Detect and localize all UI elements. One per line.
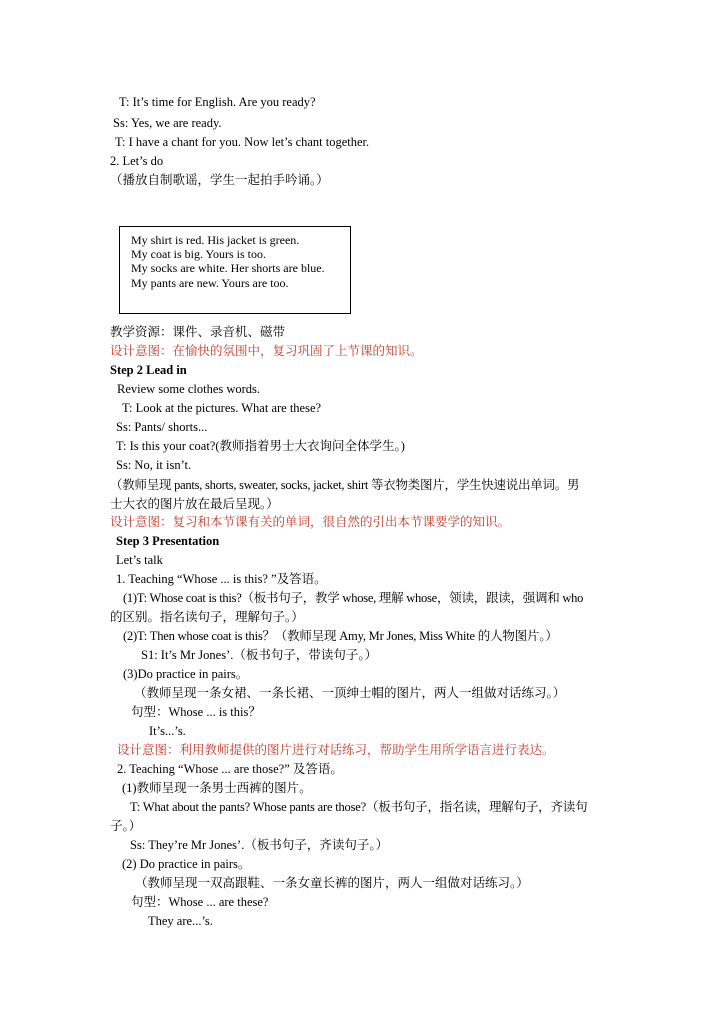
step-heading: Step 2 Lead in [110,363,187,377]
sentence-pattern: They are...’s. [148,914,213,928]
sentence-pattern: 句型：Whose ... are these? [131,895,269,909]
dialogue-line: T: It’s time for English. Are you ready? [119,95,316,109]
body-line: 2. Teaching “Whose ... are those?” 及答语。 [117,762,343,776]
dialogue-line: Ss: Pants/ shorts... [116,420,208,434]
dialogue-line: T: I have a chant for you. Now let’s chant together. [115,135,370,149]
teaching-resources: 教学资源：课件、录音机、磁带 [110,325,286,339]
instruction-note: （播放自制歌谣，学生一起拍手吟诵。） [110,173,329,187]
chant-line: My coat is big. Yours is too. [131,247,267,262]
body-line: T: What about the pants? Whose pants are those?（板书句子，指名读，理解句子，齐读句 [130,800,588,814]
instruction-note: （教师呈现一双高跟鞋、一条女童长裤的图片，两人一组做对话练习。） [135,876,529,890]
body-line: (1)T: Whose coat is this?（板书句子，教学 whose, 理解 whose，领读，跟读，强调和 who [123,591,584,605]
dialogue-line: T: Is this your coat?(教师指着男士大衣询问全体学生。) [116,439,405,453]
instruction-note: （教师呈现 pants, shorts, sweater, socks, jacket, shirt 等衣物类图片，学生快速说出单词。男 [110,478,580,492]
dialogue-line: Ss: Yes, we are ready. [113,116,222,130]
section-heading: 2. Let’s do [110,154,164,168]
dialogue-line: S1: It’s Mr Jones’.（板书句子，带读句子。） [141,648,378,662]
instruction-note: （教师呈现一条女裙、一条长裙、一顶绅士帽的图片，两人一组做对话练习。） [134,686,566,700]
dialogue-line: Ss: No, it isn’t. [116,458,192,472]
sentence-pattern: It’s...’s. [149,724,186,738]
dialogue-line: Ss: They’re Mr Jones’.（板书句子，齐读句子。） [130,838,389,852]
chant-line: My shirt is red. His jacket is green. [131,233,300,247]
step-heading: Step 3 Presentation [116,534,220,548]
body-line: 的区别。指名读句子，理解句子。） [110,610,304,624]
body-line: 1. Teaching “Whose ... is this? ”及答语。 [116,572,327,586]
chant-line: My socks are white. Her shorts are blue. [131,261,325,276]
body-line: (3)Do practice in pairs。 [123,667,249,681]
body-line: 子。） [110,819,142,833]
section-heading: Let’s talk [116,553,163,567]
body-line: (2) Do practice in pairs。 [122,857,251,871]
dialogue-line: T: Look at the pictures. What are these? [122,401,322,415]
instruction-note: 士大衣的图片放在最后呈现。） [110,497,279,511]
chant-line: My pants are new. Yours are too. [131,275,289,290]
design-intent: 设计意图：复习和本节课有关的单词，很自然的引出本节课要学的知识。 [110,515,511,529]
chant-box [119,226,351,314]
body-line: (1)教师呈现一条男士西裤的图片。 [122,781,312,795]
body-line: Review some clothes words. [117,382,261,396]
body-line: (2)T: Then whose coat is this？（教师呈现 Amy, Mr Jones, Miss White 的人物图片。） [123,629,558,643]
design-intent: 设计意图：在愉快的氛围中，复习巩固了上节课的知识。 [110,344,423,358]
sentence-pattern: 句型：Whose ... is this？ [131,705,261,719]
design-intent: 设计意图：利用教师提供的图片进行对话练习，帮助学生用所学语言进行表达。 [117,743,555,757]
